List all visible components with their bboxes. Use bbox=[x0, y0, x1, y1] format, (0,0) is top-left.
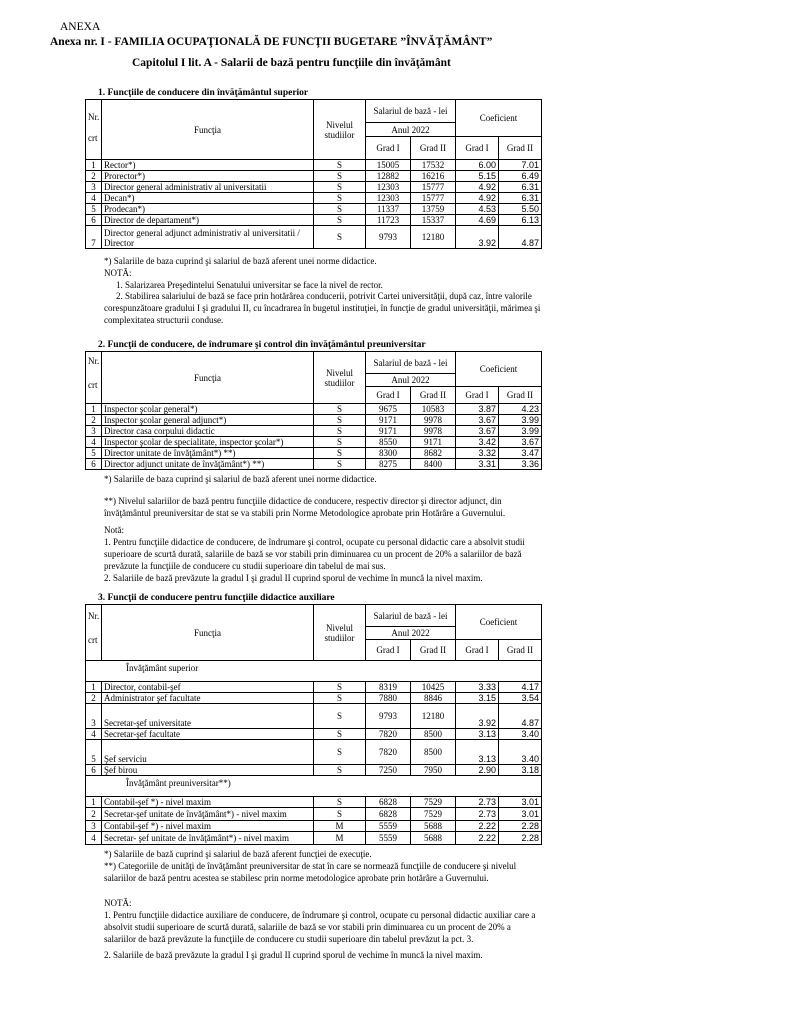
section-1-notes bbox=[104, 256, 544, 327]
row-coef-grad2: 3.18 bbox=[499, 765, 542, 776]
note-line: Notă: bbox=[104, 525, 124, 536]
col-year-header: Anul 2022 bbox=[366, 627, 456, 640]
col-nivel-header: Nivelul studiilor bbox=[314, 352, 366, 404]
table-row bbox=[86, 204, 542, 215]
note-line: 1. Salarizarea Preşedintelui Senatului universitar se face la nivel de rector. bbox=[116, 279, 383, 290]
row-coef-grad1: 3.32 bbox=[456, 448, 499, 459]
table-subheader: Învăţământ superior bbox=[86, 661, 542, 682]
row-functia: Inspector şcolar de specialitate, inspector şcolar*) bbox=[102, 437, 314, 448]
row-coef-grad2: 6.13 bbox=[499, 215, 542, 226]
row-nr: 3 bbox=[86, 821, 102, 832]
note-line: *) Salariile de bază cuprind şi salariul de bază aferent funcţiei de execuţie. bbox=[104, 849, 372, 859]
row-nivel: S bbox=[314, 682, 366, 693]
note-line: 1. Pentru funcţiile didactice auxiliare de conducere, de îndrumare şi control, ocupate cu personal didactic auxiliar care a absolvit studii superioare de scurtă durată, salariile de bază se vor stabili prin diminuarea cu un procent de 20% a salariilor de bază prevăzute la funcţiile de conducere cu studii superioare din tabelul prevăzut la pct. 3. bbox=[104, 910, 536, 944]
row-coef-grad1: 2.73 bbox=[456, 797, 499, 808]
table-row bbox=[86, 693, 542, 704]
row-coef-grad1: 3.13 bbox=[456, 729, 499, 740]
row-coef-grad1: 3.92 bbox=[456, 226, 499, 249]
row-nivel: S bbox=[314, 204, 366, 215]
section-2-title: 2. Funcţii de conducere, de îndrumare şi control din învăţământul preuniversitar bbox=[98, 340, 426, 350]
col-coef-header: Coeficient bbox=[456, 352, 542, 387]
row-salariu-grad2: 8846 bbox=[411, 693, 456, 704]
row-functia: Director de departament*) bbox=[102, 215, 314, 226]
row-salariu-grad1: 12882 bbox=[366, 171, 411, 182]
row-nivel: S bbox=[314, 171, 366, 182]
row-salariu-grad2: 15777 bbox=[411, 182, 456, 193]
row-salariu-grad2: 15337 bbox=[411, 215, 456, 226]
annex-title: Anexa nr. I - FAMILIA OCUPAŢIONALĂ DE FUNCŢII BUGETARE ”ÎNVĂŢĂMÂNT” bbox=[50, 36, 493, 48]
table-section-3 bbox=[85, 604, 542, 845]
row-salariu-grad2: 10583 bbox=[411, 404, 456, 415]
row-coef-grad1: 3.42 bbox=[456, 437, 499, 448]
table-section-2 bbox=[85, 351, 542, 470]
row-coef-grad2: 3.99 bbox=[499, 415, 542, 426]
row-coef-grad2: 3.01 bbox=[499, 808, 542, 821]
row-nr: 7 bbox=[86, 226, 102, 249]
row-functia: Secretar-şef universitate bbox=[102, 704, 314, 729]
row-salariu-grad2: 8500 bbox=[411, 729, 456, 740]
row-nr: 2 bbox=[86, 693, 102, 704]
col-nr-header: Nr. crt bbox=[86, 100, 102, 160]
chapter-title: Capitolul I lit. A - Salarii de bază pentru funcţiile din învăţământ bbox=[132, 57, 451, 69]
row-coef-grad1: 3.67 bbox=[456, 426, 499, 437]
col-nr-header: Nr. crt bbox=[86, 352, 102, 404]
col-s2-header: Grad II bbox=[411, 137, 456, 160]
col-year-header: Anul 2022 bbox=[366, 374, 456, 387]
row-functia: Decan*) bbox=[102, 193, 314, 204]
col-nivel-header: Nivelul studiilor bbox=[314, 605, 366, 661]
row-coef-grad1: 5.15 bbox=[456, 171, 499, 182]
row-coef-grad2: 6.31 bbox=[499, 193, 542, 204]
row-salariu-grad2: 8500 bbox=[411, 740, 456, 765]
row-coef-grad1: 4.92 bbox=[456, 193, 499, 204]
table-subheader: Învăţământ preuniversitar**) bbox=[86, 776, 542, 797]
row-functia: Secretar- şef unitate de învăţământ*) - nivel maxim bbox=[102, 832, 314, 845]
row-salariu-grad2: 9978 bbox=[411, 415, 456, 426]
row-coef-grad2: 6.49 bbox=[499, 171, 542, 182]
row-salariu-grad1: 8550 bbox=[366, 437, 411, 448]
row-coef-grad1: 3.87 bbox=[456, 404, 499, 415]
row-functia: Şef serviciu bbox=[102, 740, 314, 765]
row-coef-grad2: 5.50 bbox=[499, 204, 542, 215]
row-salariu-grad2: 8400 bbox=[411, 459, 456, 470]
row-nr: 1 bbox=[86, 160, 102, 171]
row-nivel: S bbox=[314, 182, 366, 193]
row-nr: 2 bbox=[86, 415, 102, 426]
row-nivel: S bbox=[314, 693, 366, 704]
row-nr: 6 bbox=[86, 765, 102, 776]
row-salariu-grad1: 7820 bbox=[366, 729, 411, 740]
row-coef-grad1: 2.22 bbox=[456, 832, 499, 845]
row-nivel: S bbox=[314, 765, 366, 776]
table-row bbox=[86, 704, 542, 729]
row-nivel: S bbox=[314, 797, 366, 808]
row-salariu-grad2: 8682 bbox=[411, 448, 456, 459]
row-functia: Contabil-şef *) - nivel maxim bbox=[102, 797, 314, 808]
row-nivel: S bbox=[314, 415, 366, 426]
row-functia: Inspector şcolar general adjunct*) bbox=[102, 415, 314, 426]
row-functia: Contabil-şef *) - nivel maxim bbox=[102, 821, 314, 832]
row-functia: Director unitate de învăţământ*) **) bbox=[102, 448, 314, 459]
row-salariu-grad1: 9171 bbox=[366, 426, 411, 437]
col-functia-header: Funcţia bbox=[102, 100, 314, 160]
table-row bbox=[86, 682, 542, 693]
note-line: **) Nivelul salariilor de bază pentru funcţiile didactice de conducere, respectiv director şi director adjunct, din învăţământul preuniversitar de stat se va stabili prin Norme Metodologice aprobate prin Hotărâre a Guvernului. bbox=[104, 495, 506, 518]
table-row bbox=[86, 171, 542, 182]
row-functia: Administrator şef facultate bbox=[102, 693, 314, 704]
row-functia: Prorector*) bbox=[102, 171, 314, 182]
col-nivel-header: Nivelul studiilor bbox=[314, 100, 366, 160]
row-functia: Director, contabil-şef bbox=[102, 682, 314, 693]
col-salariul-header: Salariul de bază - lei bbox=[366, 605, 456, 627]
table-row bbox=[86, 729, 542, 740]
table-row bbox=[86, 459, 542, 470]
row-coef-grad1: 3.31 bbox=[456, 459, 499, 470]
note-line: 1. Pentru funcţiile didactice de conducere, de îndrumare şi control, ocupate cu personal didactic care a absolvit studii superioare de scurtă durată, salariile de bază se vor stabili prin diminuarea cu un procent de 20% a salariilor de bază prevăzute la funcţiile de conducere cu studii superioare din tabelul de mai sus. bbox=[104, 537, 525, 571]
row-functia: Prodecan*) bbox=[102, 204, 314, 215]
row-nr: 1 bbox=[86, 682, 102, 693]
row-salariu-grad2: 13759 bbox=[411, 204, 456, 215]
row-nivel: S bbox=[314, 426, 366, 437]
note-line: *) Salariile de baza cuprind şi salariul de bază aferent unei norme didactice. bbox=[104, 256, 377, 266]
row-salariu-grad2: 17532 bbox=[411, 160, 456, 171]
section-2-notes bbox=[104, 474, 544, 584]
row-nivel: S bbox=[314, 160, 366, 171]
row-nivel: S bbox=[314, 729, 366, 740]
row-coef-grad1: 3.92 bbox=[456, 704, 499, 729]
row-functia: Şef birou bbox=[102, 765, 314, 776]
table-row bbox=[86, 182, 542, 193]
table-row bbox=[86, 415, 542, 426]
row-coef-grad1: 6.00 bbox=[456, 160, 499, 171]
row-salariu-grad1: 6828 bbox=[366, 808, 411, 821]
row-salariu-grad2: 10425 bbox=[411, 682, 456, 693]
table-row bbox=[86, 821, 542, 832]
table-row bbox=[86, 160, 542, 171]
row-coef-grad1: 4.92 bbox=[456, 182, 499, 193]
row-nivel: S bbox=[314, 404, 366, 415]
col-c2-header: Grad II bbox=[499, 137, 542, 160]
table-row bbox=[86, 808, 542, 821]
row-salariu-grad1: 15005 bbox=[366, 160, 411, 171]
row-coef-grad2: 4.87 bbox=[499, 704, 542, 729]
note-line: 2. Salariile de bază prevăzute la gradul I şi gradul II cuprind sporul de vechime în muncă la nivel maxim. bbox=[104, 572, 483, 583]
note-line: *) Salariile de baza cuprind şi salariul de bază aferent unei norme didactice. bbox=[104, 474, 377, 484]
table-row bbox=[86, 215, 542, 226]
row-salariu-grad1: 5559 bbox=[366, 821, 411, 832]
table-subheader-row bbox=[86, 776, 542, 797]
row-salariu-grad2: 7529 bbox=[411, 797, 456, 808]
col-c2-header: Grad II bbox=[499, 387, 542, 404]
col-s2-header: Grad II bbox=[411, 387, 456, 404]
col-c1-header: Grad I bbox=[456, 137, 499, 160]
note-line: NOTĂ: bbox=[104, 267, 132, 278]
row-nivel: S bbox=[314, 215, 366, 226]
row-salariu-grad1: 12303 bbox=[366, 182, 411, 193]
section-3-notes bbox=[104, 849, 544, 961]
row-coef-grad2: 7.01 bbox=[499, 160, 542, 171]
row-functia: Director casa corpului didactic bbox=[102, 426, 314, 437]
table-subheader-row bbox=[86, 661, 542, 682]
row-nr: 2 bbox=[86, 808, 102, 821]
col-c1-header: Grad I bbox=[456, 387, 499, 404]
row-salariu-grad1: 7250 bbox=[366, 765, 411, 776]
row-functia: Secretar-şef facultate bbox=[102, 729, 314, 740]
table-row bbox=[86, 437, 542, 448]
row-nr: 1 bbox=[86, 797, 102, 808]
row-salariu-grad1: 6828 bbox=[366, 797, 411, 808]
note-line: NOTĂ: bbox=[104, 898, 132, 909]
row-functia: Director adjunct unitate de învăţământ*) **) bbox=[102, 459, 314, 470]
row-nr: 2 bbox=[86, 171, 102, 182]
row-coef-grad2: 3.67 bbox=[499, 437, 542, 448]
row-nr: 3 bbox=[86, 426, 102, 437]
row-coef-grad2: 4.23 bbox=[499, 404, 542, 415]
row-salariu-grad1: 11337 bbox=[366, 204, 411, 215]
row-salariu-grad1: 9793 bbox=[366, 226, 411, 249]
col-c2-header: Grad II bbox=[499, 640, 542, 661]
row-salariu-grad2: 5688 bbox=[411, 832, 456, 845]
row-nivel: S bbox=[314, 193, 366, 204]
table-row bbox=[86, 765, 542, 776]
col-functia-header: Funcţia bbox=[102, 605, 314, 661]
row-coef-grad1: 4.69 bbox=[456, 215, 499, 226]
row-coef-grad1: 2.73 bbox=[456, 808, 499, 821]
col-coef-header: Coeficient bbox=[456, 605, 542, 640]
col-salariul-header: Salariul de bază - lei bbox=[366, 352, 456, 374]
table-section-1 bbox=[85, 99, 542, 249]
row-functia: Rector*) bbox=[102, 160, 314, 171]
table-row bbox=[86, 426, 542, 437]
row-coef-grad1: 4.53 bbox=[456, 204, 499, 215]
row-nr: 5 bbox=[86, 204, 102, 215]
table-row bbox=[86, 193, 542, 204]
row-nr: 4 bbox=[86, 193, 102, 204]
row-coef-grad2: 6.31 bbox=[499, 182, 542, 193]
row-coef-grad1: 3.67 bbox=[456, 415, 499, 426]
row-nr: 6 bbox=[86, 215, 102, 226]
row-nr: 5 bbox=[86, 448, 102, 459]
col-year-header: Anul 2022 bbox=[366, 123, 456, 137]
note-line: 2. Stabilirea salariului de bază se face prin hotărârea conducerii, potrivit Cartei universităţii, după caz, între valorile corespunzătoare gradului I şi gradului II, cu încadrarea în bugetul instituţiei, în funcţie de gradul universităţii, mărimea şi complexitatea structurii conduse. bbox=[104, 291, 541, 325]
table-row bbox=[86, 832, 542, 845]
section-1-title: 1. Funcţiile de conducere din învăţământul superior bbox=[98, 88, 309, 98]
row-coef-grad2: 3.40 bbox=[499, 740, 542, 765]
annex-label: ANEXA bbox=[60, 21, 101, 33]
row-salariu-grad2: 7950 bbox=[411, 765, 456, 776]
row-salariu-grad1: 9171 bbox=[366, 415, 411, 426]
row-salariu-grad2: 12180 bbox=[411, 704, 456, 729]
row-salariu-grad2: 7529 bbox=[411, 808, 456, 821]
row-nivel: S bbox=[314, 226, 366, 249]
row-salariu-grad2: 12180 bbox=[411, 226, 456, 249]
table-row bbox=[86, 226, 542, 249]
row-nr: 4 bbox=[86, 729, 102, 740]
row-nr: 6 bbox=[86, 459, 102, 470]
row-functia: Director general administrativ al universitatii bbox=[102, 182, 314, 193]
col-c1-header: Grad I bbox=[456, 640, 499, 661]
row-functia: Secretar-şef unitate de învăţământ*) - nivel maxim bbox=[102, 808, 314, 821]
row-coef-grad2: 2.28 bbox=[499, 832, 542, 845]
row-salariu-grad2: 15777 bbox=[411, 193, 456, 204]
row-nr: 4 bbox=[86, 437, 102, 448]
row-salariu-grad2: 16216 bbox=[411, 171, 456, 182]
col-s2-header: Grad II bbox=[411, 640, 456, 661]
row-coef-grad2: 3.01 bbox=[499, 797, 542, 808]
table-row bbox=[86, 448, 542, 459]
col-s1-header: Grad I bbox=[366, 387, 411, 404]
row-coef-grad1: 2.90 bbox=[456, 765, 499, 776]
section-3-title: 3. Funcţii de conducere pentru funcţiile didactice auxiliare bbox=[98, 593, 335, 603]
row-salariu-grad2: 9171 bbox=[411, 437, 456, 448]
row-salariu-grad1: 11723 bbox=[366, 215, 411, 226]
table-row bbox=[86, 797, 542, 808]
col-functia-header: Funcţia bbox=[102, 352, 314, 404]
row-coef-grad1: 2.22 bbox=[456, 821, 499, 832]
row-coef-grad1: 3.33 bbox=[456, 682, 499, 693]
row-salariu-grad2: 9978 bbox=[411, 426, 456, 437]
row-coef-grad2: 3.54 bbox=[499, 693, 542, 704]
table-row bbox=[86, 404, 542, 415]
row-salariu-grad1: 8319 bbox=[366, 682, 411, 693]
row-coef-grad2: 3.47 bbox=[499, 448, 542, 459]
row-nivel: S bbox=[314, 459, 366, 470]
col-coef-header: Coeficient bbox=[456, 100, 542, 137]
row-nr: 4 bbox=[86, 832, 102, 845]
note-line: **) Categoriile de unităţi de învăţământ preuniversitar de stat în care se normează funcţiile de conducere şi nivelul salariilor de bază pentru acestea se stabilesc prin norme metodologice aprobate prin hotărâre a Guvernului. bbox=[104, 860, 517, 883]
row-nr: 5 bbox=[86, 740, 102, 765]
row-nr: 3 bbox=[86, 182, 102, 193]
row-functia: Director general adjunct administrativ al universitatii / Director bbox=[102, 226, 314, 249]
row-coef-grad2: 3.99 bbox=[499, 426, 542, 437]
row-coef-grad2: 4.17 bbox=[499, 682, 542, 693]
row-nr: 1 bbox=[86, 404, 102, 415]
row-coef-grad2: 3.40 bbox=[499, 729, 542, 740]
row-coef-grad1: 3.13 bbox=[456, 740, 499, 765]
note-line: 2. Salariile de bază prevăzute la gradul I şi gradul II cuprind sporul de vechime în muncă la nivel maxim. bbox=[104, 949, 483, 960]
row-salariu-grad1: 9793 bbox=[366, 704, 411, 729]
row-nr: 3 bbox=[86, 704, 102, 729]
col-nr-header: Nr. crt bbox=[86, 605, 102, 661]
row-salariu-grad1: 7880 bbox=[366, 693, 411, 704]
row-nivel: S bbox=[314, 437, 366, 448]
row-functia: Inspector şcolar general*) bbox=[102, 404, 314, 415]
table-row bbox=[86, 740, 542, 765]
col-s1-header: Grad I bbox=[366, 137, 411, 160]
col-s1-header: Grad I bbox=[366, 640, 411, 661]
row-nivel: M bbox=[314, 821, 366, 832]
row-salariu-grad1: 12303 bbox=[366, 193, 411, 204]
row-coef-grad1: 3.15 bbox=[456, 693, 499, 704]
row-salariu-grad1: 5559 bbox=[366, 832, 411, 845]
row-salariu-grad1: 8300 bbox=[366, 448, 411, 459]
row-nivel: S bbox=[314, 808, 366, 821]
row-coef-grad2: 4.87 bbox=[499, 226, 542, 249]
row-salariu-grad1: 9675 bbox=[366, 404, 411, 415]
row-nivel: S bbox=[314, 740, 366, 765]
row-nivel: S bbox=[314, 448, 366, 459]
row-salariu-grad1: 8275 bbox=[366, 459, 411, 470]
row-salariu-grad1: 7820 bbox=[366, 740, 411, 765]
row-coef-grad2: 2.28 bbox=[499, 821, 542, 832]
row-coef-grad2: 3.36 bbox=[499, 459, 542, 470]
row-salariu-grad2: 5688 bbox=[411, 821, 456, 832]
row-nivel: S bbox=[314, 704, 366, 729]
row-nivel: M bbox=[314, 832, 366, 845]
col-salariul-header: Salariul de bază - lei bbox=[366, 100, 456, 123]
